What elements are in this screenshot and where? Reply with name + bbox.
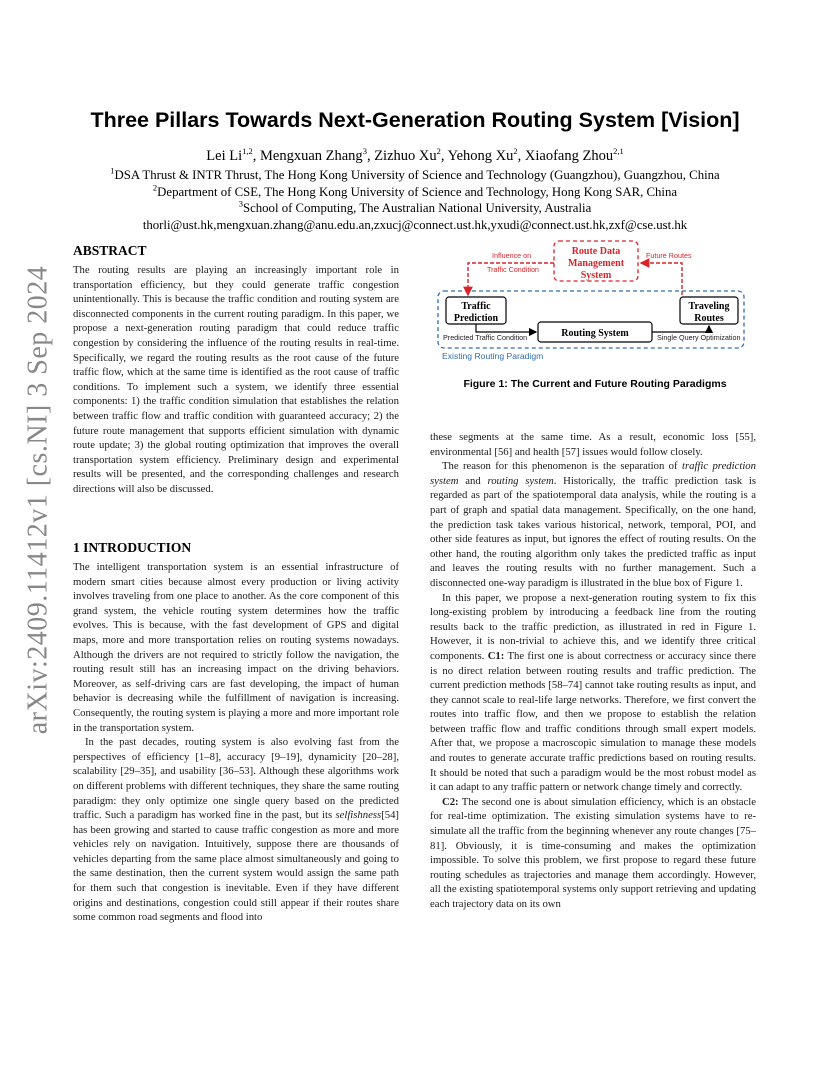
right-column-body (430, 430, 756, 912)
influence-on-label: Influence on (492, 251, 532, 260)
author-affiliation-mark: 2,1 (613, 146, 624, 157)
affiliation-line (70, 182, 760, 200)
abstract-body (73, 263, 399, 497)
emphasis-text: traffic prediction system (430, 460, 756, 487)
intro-paragraph-1: The intelligent transportation system is an essential infrastructure of modern smart cities because almost every production or living activity involves traveling from one place to another. As the core component of this grand system, the vehicle routing system determines how the traffic evolves. This is because, with the fast development of GPS and digital maps, more and more transportation relies on routing systems nowadays. Although the drivers are not required to strictly follow the navigation, the routing result still has an increasing impact on the driving behaviors. Moreover, as self-driving cars are fast developing, the impact of human behavior is decreasing while the fulfillment of navigation is increasing. Consequently, the routing system is playing a more and more important role in the transportation system. (73, 561, 399, 734)
arxiv-identifier-text: arXiv:2409.11412v1 [cs.NI] 3 Sep 2024 (22, 265, 54, 735)
paper-title: Three Pillars Towards Next-Generation Routing System [Vision] (90, 108, 740, 132)
figure-routing-paradigms (432, 238, 752, 368)
intro-paragraph-2 (73, 735, 399, 925)
paragraph-separation-reason (430, 459, 756, 590)
author-name: Zizhuo Xu (374, 148, 437, 164)
affiliation-text: DSA Thrust & INTR Thrust, The Hong Kong University of Science and Technology (Guangzhou), Guangzhou, China (114, 168, 720, 182)
arrow-routing-to-routes (652, 326, 709, 332)
arxiv-identifier-sidebar (16, 265, 60, 735)
traffic-prediction-line-2: Prediction (453, 313, 499, 324)
abstract-heading: ABSTRACT (73, 243, 147, 258)
existing-routing-paradigm-label: Existing Routing Paradigm (442, 351, 544, 361)
text-run: and (458, 474, 488, 487)
text-run: [54] has been growing and started to cause traffic congestion as more and more vehicles rely on navigation. Intuitively, suppose there are thousands of vehicles departing from the same place almost simultaneously and going to the same destination, then the current system would assign the same path for them such that congestion is inevitable. Even if they have different origins and destinations, congestion could still appear if their routes share some common road segments and flood into (73, 809, 399, 924)
author-affiliation-mark: 1,2 (242, 146, 253, 157)
bold-label: C1: (487, 649, 505, 662)
affiliation-mark: 3 (238, 198, 243, 209)
single-query-optimization-label: Single Query Optimization (657, 333, 741, 342)
text-run: . Historically, the traffic prediction task is regarded as part of the spatiotemporal data analysis, while the routing is a part of graph and spatial data management. Specifically, on the one hand, the prediction task takes various historical, network, temporal, POI, and other side features as input, but ignores the effect of routing results. On the other hand, the routing algorithm only takes the predicted traffic as input and leaves the routing results with no further management. Such a disconnected one-way paradigm is illustrated in the blue box of Figure 1. (430, 474, 757, 589)
arrow-prediction-to-routing (476, 324, 536, 332)
affiliation-line (70, 165, 760, 183)
author-name: Mengxuan Zhang (260, 148, 363, 164)
author-name: Xiaofang Zhou (524, 148, 614, 164)
affiliation-mark: 2 (152, 182, 158, 193)
author-emails: thorli@ust.hk,mengxuan.zhang@anu.edu.an,zxucj@connect.ust.hk,yxudi@connect.ust.hk,zxf@cse.ust.hk (142, 218, 688, 232)
introduction-heading: 1 INTRODUCTION (73, 540, 192, 555)
arrow-routes-to-rdm (641, 263, 682, 295)
traveling-routes-line-2: Routes (694, 313, 724, 324)
rdm-label-line-3: System (580, 270, 612, 281)
abstract-text: The routing results are playing an increasingly important role in transportation efficiency, but they could generate traffic congestion unintentionally. This is because the traffic condition and routing system are disconnected components in the current routing paradigm. In this paper, we propose a next-generation routing paradigm that could reduce traffic congestion by considering the influence of the routing results in real-time. Specifically, we regard the routing results as the root cause of the future traffic flow, which at the same time is identified as the root cause of traffic conditions. To implement such a system, we identify three essential components: 1) the traffic condition simulation that establishes the relation between traffic flow and traffic condition with guaranteed accuracy; 2) the future route management that supports efficient simulation with dynamic route update; 3) the global routing optimization that improves the overall transportation system efficiency. Preliminary design and experimental results will be presented, and the corresponding challenges and research directions will also be discussed. (73, 264, 399, 495)
affiliation-mark: 1 (110, 165, 115, 176)
text-run: In the past decades, routing system is also evolving fast from the perspectives of efficiency [1–8], accuracy [9–19], dynamicity [20–28], scalability [29–35], and usability [36–53]. Although these algorithms work on different problems with different techniques, they share the same routing paradigm: they only optimize one single query based on the predicted traffic. Such a paradigm has worked fine in the past, but its (73, 736, 399, 822)
author-affiliation-mark: 2 (513, 146, 518, 157)
traffic-condition-label: Traffic Condition (487, 265, 539, 274)
future-routes-label: Future Routes (646, 251, 692, 260)
author-affiliation-mark: 3 (362, 146, 367, 157)
text-run: The first one is about correctness or accuracy since there is no direct relation between routing results and traffic prediction. The current prediction methods [58–74] cannot take routing results as input, and they cannot scale to real-life large networks. Therefore, we first convert the routes into traffic flow, and then we propose to establish the relation between traffic flow and traffic conditions through small expert models. After that, we propose a macroscopic simulation to manage these models and routes to generate accurate traffic predictions based on routing results. It should be noted that such a paradigm would be the most robust model as it can adapt to any traffic pattern or network change timely and correctly. (430, 649, 757, 794)
paragraph-proposal (430, 591, 756, 795)
emphasis-text: routing system (487, 474, 554, 487)
routing-system-label: Routing System (561, 328, 629, 339)
rdm-label-line-1: Route Data (571, 246, 621, 257)
bold-label: C2: (442, 795, 459, 808)
text-run: In this paper, we propose a next-generation routing system to fix this long-existing problem by introducing a feedback line from the routing results back to the traffic prediction, as illustrated in red in Figure 1. However, it is non-trivial to achieve this, and we identify three critical components. (430, 591, 756, 662)
author-list: Lei Li$^{1,2}$, Mengxuan Zhang$^3$, Zizhuo Xu$^2$, Yehong Xu$^2$, Xiaofang Zhou$^{2,1}$ (206, 146, 624, 164)
affiliation-text: Department of CSE, The Hong Kong University of Science and Technology, Hong Kong SAR, China (157, 185, 678, 199)
rdm-label-line-2: Management (567, 258, 625, 269)
author-affiliation-mark: 2 (436, 146, 441, 157)
traffic-prediction-line-1: Traffic (461, 301, 491, 312)
emphasis-text: selfishness (335, 809, 382, 822)
text-run: The second one is about simulation efficiency, which is an obstacle for real-time optimization. The existing simulation systems have to re-simulate all the traffic from the beginning whenever any route changes [75–81]. Obviously, it is time-consuming and makes the optimization impossible. To solve this problem, we first propose to regard these future routing schedules as trajectories and manage them accordingly. However, all the existing spatiotemporal systems only support retrieving and updating each trajectory data on its own (430, 795, 756, 910)
text-run: The reason for this phenomenon is the separation of (442, 460, 682, 473)
author-name: Lei Li (206, 148, 243, 164)
figure-caption: Figure 1: The Current and Future Routing Paradigms (463, 378, 727, 390)
paragraph-c2 (430, 795, 756, 912)
traveling-routes-line-1: Traveling (688, 301, 730, 312)
affiliation-text: School of Computing, The Australian National University, Australia (242, 201, 592, 215)
predicted-traffic-condition-label: Predicted Traffic Condition (443, 333, 528, 342)
affiliation-line (70, 198, 760, 216)
paragraph-continuation: these segments at the same time. As a result, economic loss [55], environmental [56] and health [57] issues would follow closely. (430, 431, 756, 458)
introduction-body (73, 560, 399, 925)
author-name: Yehong Xu (447, 148, 514, 164)
